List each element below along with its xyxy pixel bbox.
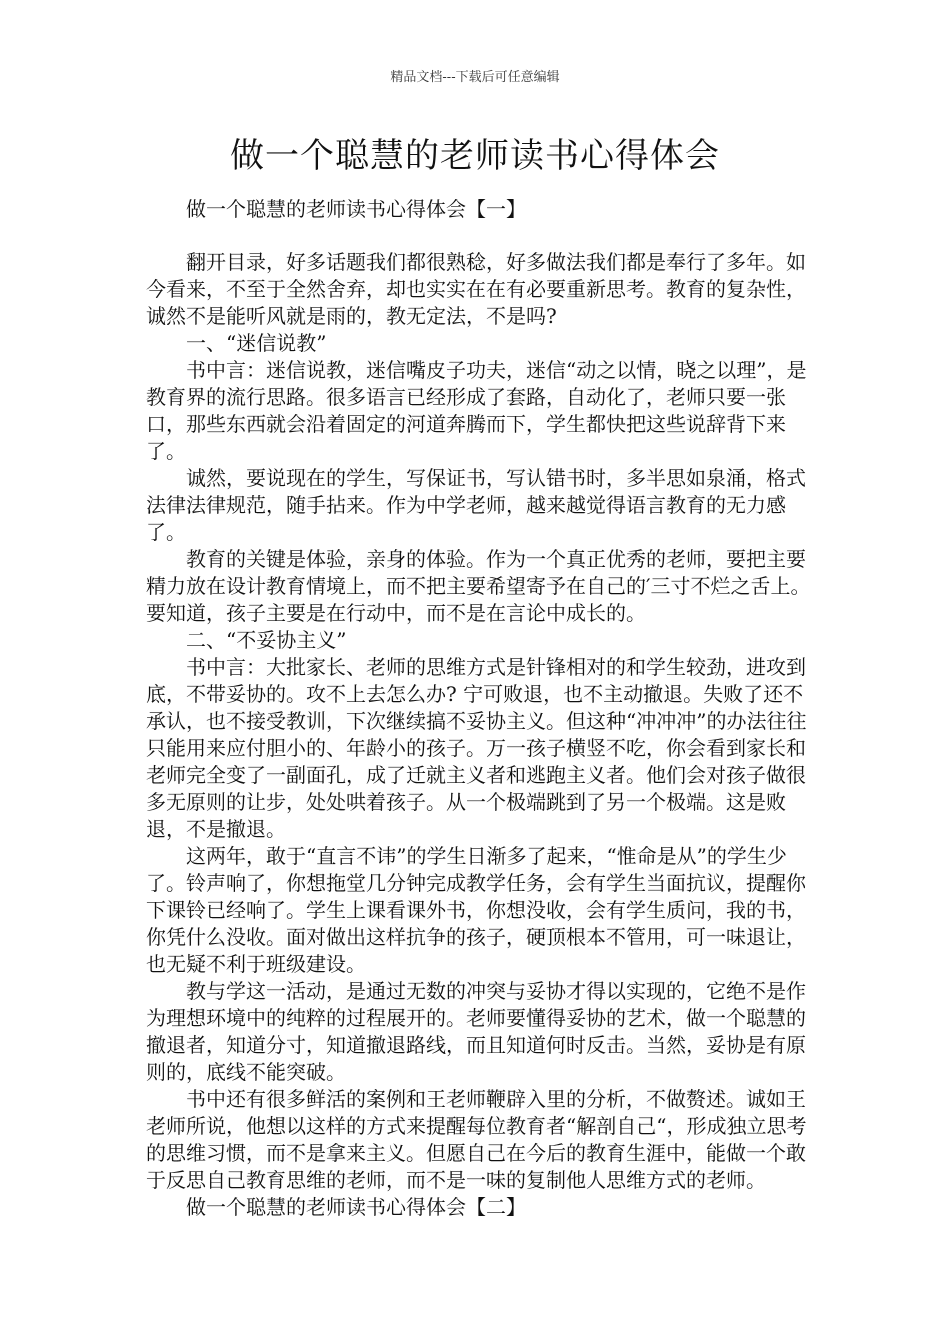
section-heading: 一、“迷信说教” <box>186 331 327 355</box>
paragraph: 教与学这一活动，是通过无数的冲突与妥协才得以实现的，它绝不是作为理想环境中的纯粹的过程展开的。老师要懂得妥协的艺术，做一个聪慧的撤退者，知道分寸，知道撤退路线，而且知道何时反击。当然，妥协是有原则的，底线不能突破。 <box>146 979 806 1084</box>
section-heading-one: 做一个聪慧的老师读书心得体会【一】 <box>186 197 526 221</box>
document-body <box>146 196 822 1221</box>
paragraph: 诚然，要说现在的学生，写保证书，写认错书时，多半思如泉涌，格式法律法律规范，随手拈来。作为中学老师，越来越觉得语言教育的无力感了。 <box>146 466 806 544</box>
paragraph: 这两年，敢于“直言不讳”的学生日渐多了起来，“惟命是从”的学生少了。铃声响了，你想拖堂几分钟完成教学任务，会有学生当面抗议，提醒你下课铃已经响了。学生上课看课外书，你想没收，会有学生质问，我的书，你凭什么没收。面对做出这样抗争的孩子，硬顶根本不管用，可一味退让，也无疑不利于班级建设。 <box>146 844 806 976</box>
page-title: 做一个聪慧的老师读书心得体会 <box>230 136 720 176</box>
page-header: 精品文档---下载后可任意编辑 <box>390 70 560 85</box>
paragraph: 书中言：大批家长、老师的思维方式是针锋相对的和学生较劲，进攻到底，不带妥协的。攻不上去怎么办? 宁可败退，也不主动撤退。失败了还不承认，也不接受教训，下次继续搞不妥协主义。但这种“冲冲冲”的办法往往只能用来应付胆小的、年龄小的孩子。万一孩子横竖不吃，你会看到家长和老师完全变了一副面孔，成了迁就主义者和逃跑主义者。他们会对孩子做很多无原则的让步，处处哄着孩子。从一个极端跳到了另一个极端。这是败退，不是撤退。 <box>146 655 807 841</box>
paragraph: 书中言：迷信说教，迷信嘴皮子功夫，迷信“动之以情，晓之以理”，是教育界的流行思路。很多语言已经形成了套路，自动化了，老师只要一张口，那些东西就会沿着固定的河道奔腾而下，学生都快把这些说辞背下来了。 <box>146 358 807 463</box>
section-heading: 二、“不妥协主义” <box>186 628 347 652</box>
section-heading-two: 做一个聪慧的老师读书心得体会【二】 <box>186 1195 526 1219</box>
paragraph: 翻开目录，好多话题我们都很熟稔，好多做法我们都是奉行了多年。如今看来，不至于全然舍弃，却也实实在在有必要重新思考。教育的复杂性，诚然不是能听风就是雨的，教无定法，不是吗? <box>146 250 806 328</box>
paragraph: 书中还有很多鲜活的案例和王老师鞭辟入里的分析，不做赘述。诚如王老师所说，他想以这样的方式来提醒每位教育者“解剖自己“，形成独立思考的思维习惯，而不是拿来主义。但愿自己在今后的教育生涯中，能做一个敢于反思自己教育思维的老师，而不是一味的复制他人思维方式的老师。 <box>146 1087 807 1192</box>
paragraph: 教育的关键是体验，亲身的体验。作为一个真正优秀的老师，要把主要精力放在设计教育情境上，而不把主要希望寄予在自己的′三寸不烂之舌上。要知道，孩子主要是在行动中，而不是在言论中成长的。 <box>146 547 811 625</box>
